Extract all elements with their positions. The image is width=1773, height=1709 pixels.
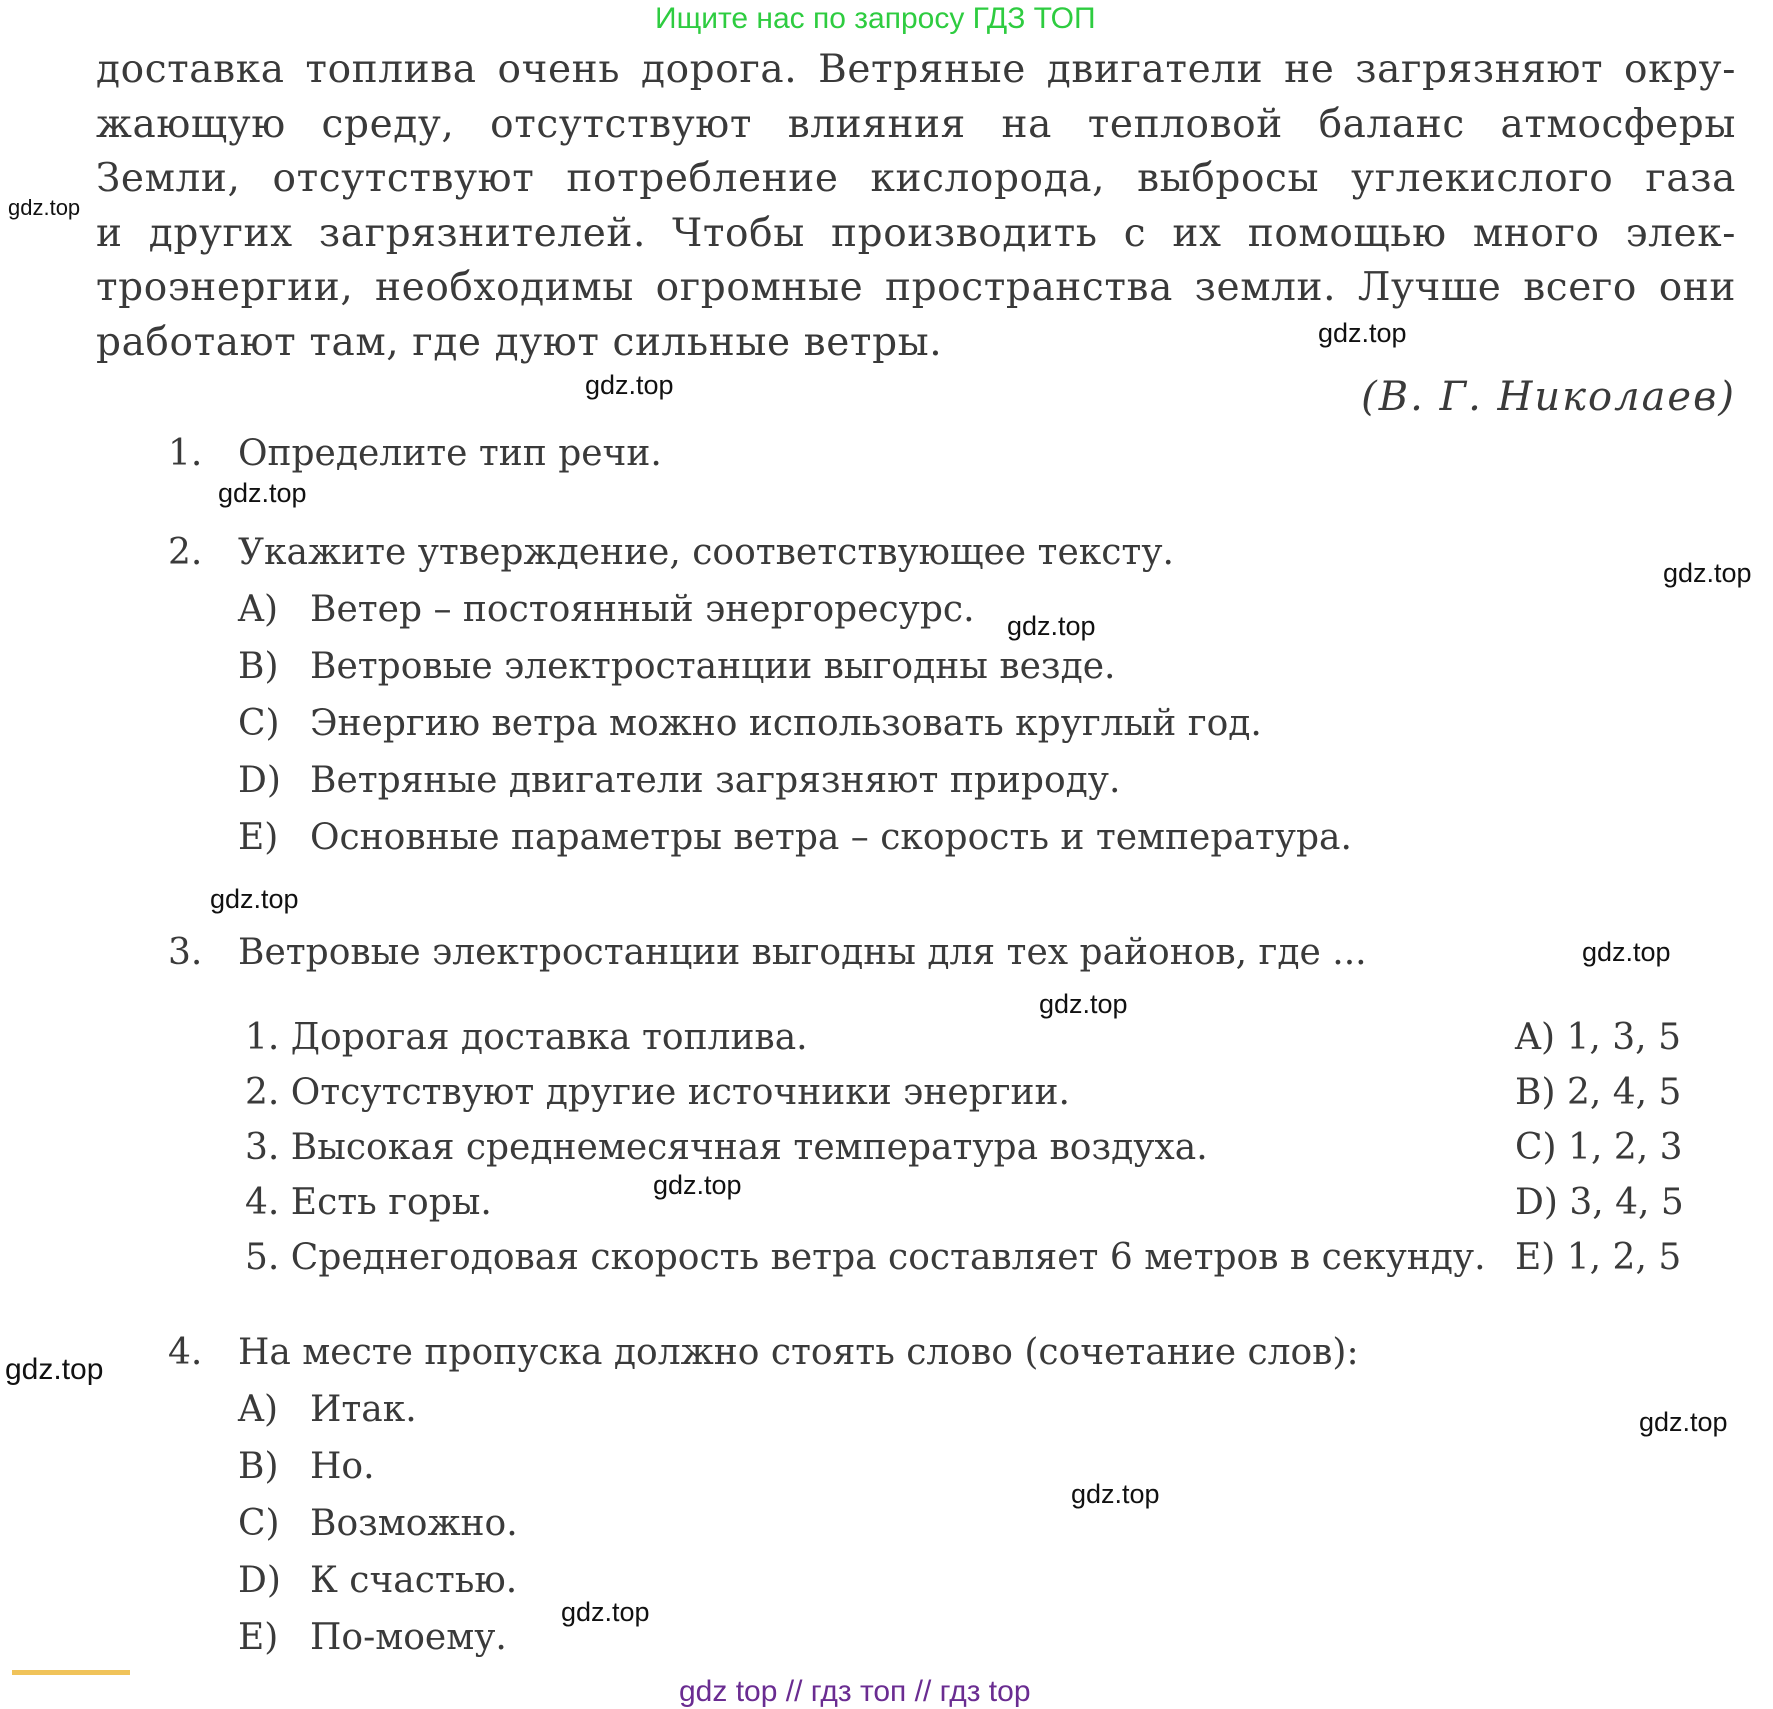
answer-choice: A) 1, 3, 5 xyxy=(1515,1017,1681,1058)
watermark: gdz.top xyxy=(5,1353,104,1386)
watermark: gdz.top xyxy=(561,1597,650,1627)
answer-choice: C) 1, 2, 3 xyxy=(1515,1127,1683,1168)
option-text: По-моему. xyxy=(310,1617,507,1658)
option-letter: E) xyxy=(238,817,279,858)
option-text: Ветровые электростанции выгодны везде. xyxy=(310,646,1116,687)
option-text: Итак. xyxy=(310,1389,417,1430)
option-letter: B) xyxy=(238,1446,279,1487)
answer-choice: B) 2, 4, 5 xyxy=(1515,1072,1682,1113)
answer-choice: D) 3, 4, 5 xyxy=(1515,1182,1684,1223)
list-item: 2. Отсутствуют другие источники энергии. xyxy=(245,1072,1070,1113)
option-letter: D) xyxy=(238,760,281,801)
option-text: Но. xyxy=(310,1446,375,1487)
accent-rule xyxy=(12,1670,130,1675)
watermark: gdz.top xyxy=(1582,937,1671,967)
question-4 xyxy=(168,1332,1668,1376)
question-3 xyxy=(168,932,1668,976)
text-paragraph xyxy=(96,43,1736,370)
question-text: Ветровые электростанции выгодны для тех районов, где ... xyxy=(238,932,1367,973)
option-letter: B) xyxy=(238,646,279,687)
option-text: Энергию ветра можно использовать круглый год. xyxy=(310,703,1262,744)
question-number: 3. xyxy=(168,932,203,973)
option-letter: C) xyxy=(238,703,280,744)
option-text: К счастью. xyxy=(310,1560,518,1601)
paragraph-line: троэнергии, необходимы огромные пространства земли. Лучше всего они xyxy=(96,265,1736,310)
question-number: 1. xyxy=(168,433,203,474)
watermark: gdz.top xyxy=(653,1170,742,1200)
option-letter: A) xyxy=(238,1389,279,1430)
option-letter: A) xyxy=(238,589,279,630)
watermark: gdz.top xyxy=(1039,989,1128,1019)
question-2 xyxy=(168,532,1668,576)
list-item: 5. Среднегодовая скорость ветра составляет 6 метров в секунду. xyxy=(245,1237,1486,1278)
question-text: Определите тип речи. xyxy=(238,433,662,474)
list-item: 3. Высокая среднемесячная температура воздуха. xyxy=(245,1127,1208,1168)
answer-choice: E) 1, 2, 5 xyxy=(1515,1237,1682,1278)
footer-links[interactable]: gdz top // гдз топ // гдз top xyxy=(679,1675,1031,1708)
option-text: Ветряные двигатели загрязняют природу. xyxy=(310,760,1121,801)
watermark: gdz.top xyxy=(8,195,81,220)
paragraph-line: доставка топлива очень дорога. Ветряные двигатели не загрязняют окру- xyxy=(96,47,1736,92)
question-1 xyxy=(168,433,1668,477)
option-text: Основные параметры ветра – скорость и температура. xyxy=(310,817,1352,858)
list-item: 1. Дорогая доставка топлива. xyxy=(245,1017,808,1058)
option-letter: E) xyxy=(238,1617,279,1658)
list-item: 4. Есть горы. xyxy=(245,1182,492,1223)
watermark: gdz.top xyxy=(218,478,307,508)
watermark: gdz.top xyxy=(210,884,299,914)
question-text: Укажите утверждение, соответствующее тексту. xyxy=(238,532,1174,573)
question-number: 4. xyxy=(168,1332,203,1373)
watermark: gdz.top xyxy=(1071,1479,1160,1509)
author-attribution: (В. Г. Николаев) xyxy=(1361,374,1736,420)
question-number: 2. xyxy=(168,532,203,573)
option-letter: C) xyxy=(238,1503,280,1544)
top-banner[interactable]: Ищите нас по запросу ГДЗ ТОП xyxy=(655,2,1096,35)
paragraph-line: жающую среду, отсутствуют влияния на тепловой баланс атмосферы xyxy=(96,101,1736,147)
watermark: gdz.top xyxy=(1318,318,1407,348)
paragraph-line: Земли, отсутствуют потребление кислорода, выбросы углекислого газа xyxy=(96,156,1736,201)
paragraph-line: работают там, где дуют сильные ветры. xyxy=(96,319,943,365)
option-text: Возможно. xyxy=(310,1503,518,1544)
watermark: gdz.top xyxy=(1663,558,1752,588)
question-text: На месте пропуска должно стоять слово (сочетание слов): xyxy=(238,1332,1359,1373)
watermark: gdz.top xyxy=(585,370,674,400)
watermark: gdz.top xyxy=(1007,611,1096,641)
option-letter: D) xyxy=(238,1560,281,1601)
paragraph-line: и других загрязнителей. Чтобы производить с их помощью много элек- xyxy=(96,210,1736,256)
option-text: Ветер – постоянный энергоресурс. xyxy=(310,589,975,630)
watermark: gdz.top xyxy=(1639,1407,1728,1437)
